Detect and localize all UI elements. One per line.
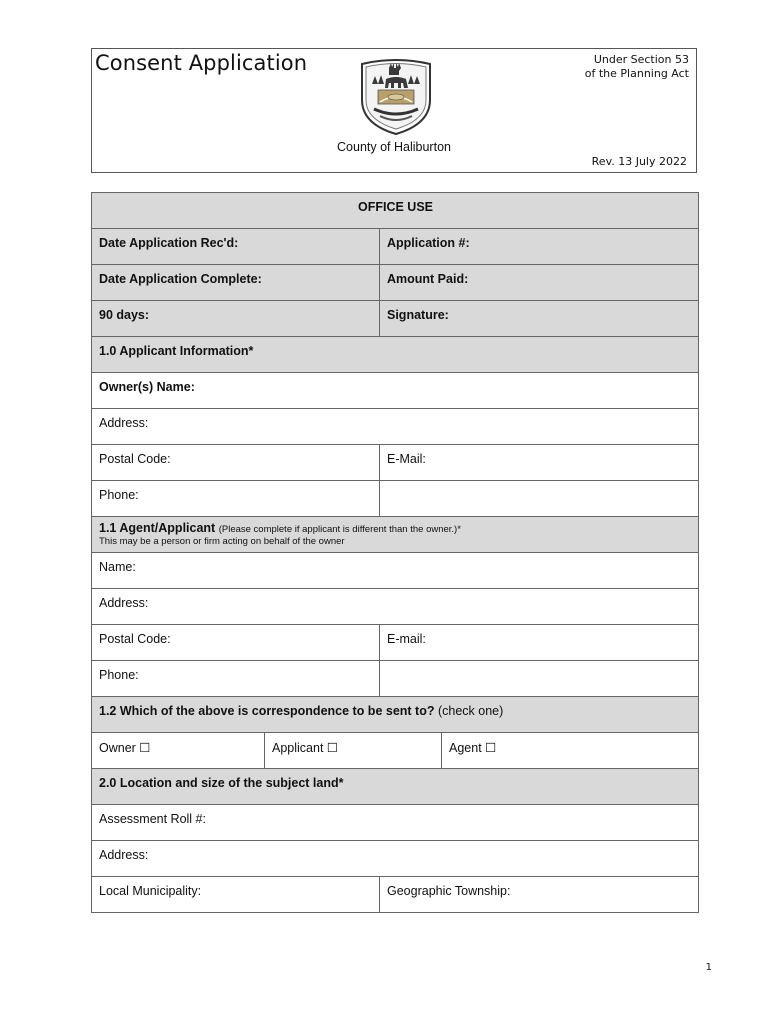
section-line-2: of the Planning Act xyxy=(584,67,689,80)
table-row xyxy=(92,625,699,661)
table-row xyxy=(92,409,699,445)
section-line-1: Under Section 53 xyxy=(593,53,689,66)
table-row xyxy=(92,733,699,769)
applicant-checkbox[interactable]: Applicant ☐ xyxy=(265,733,442,769)
agent-phone-extra-field[interactable] xyxy=(380,661,699,697)
owner-email-field[interactable]: E-Mail: xyxy=(380,445,699,481)
owner-phone-extra-field[interactable] xyxy=(380,481,699,517)
location-address-field[interactable]: Address: xyxy=(92,841,699,877)
applicant-info-heading: 1.0 Applicant Information* xyxy=(92,337,699,373)
signature-field[interactable]: Signature: xyxy=(380,301,699,337)
table-row xyxy=(92,841,699,877)
correspondence-heading-cell xyxy=(92,697,699,733)
owner-name-field[interactable]: Owner(s) Name: xyxy=(92,373,699,409)
section-heading-row xyxy=(92,697,699,733)
planning-act-reference xyxy=(549,53,689,81)
location-heading: 2.0 Location and size of the subject land* xyxy=(92,769,699,805)
agent-email-field[interactable]: E-mail: xyxy=(380,625,699,661)
geographic-township-field[interactable]: Geographic Township: xyxy=(380,877,699,913)
owner-address-field[interactable]: Address: xyxy=(92,409,699,445)
agent-postal-code-field[interactable]: Postal Code: xyxy=(92,625,380,661)
table-row xyxy=(92,301,699,337)
local-municipality-field[interactable]: Local Municipality: xyxy=(92,877,380,913)
agent-heading-note: (Please complete if applicant is different than the owner.)* xyxy=(218,524,461,535)
page-title: Consent Application xyxy=(95,51,308,75)
date-complete-field[interactable]: Date Application Complete: xyxy=(92,265,380,301)
page-number: 1 xyxy=(705,962,712,973)
county-crest-icon xyxy=(356,54,436,136)
table-row xyxy=(92,661,699,697)
office-use-row xyxy=(92,193,699,229)
form-header xyxy=(91,48,697,173)
table-row xyxy=(92,445,699,481)
amount-paid-field[interactable]: Amount Paid: xyxy=(380,265,699,301)
county-name-text: County of Haliburton xyxy=(337,140,451,154)
agent-subnote: This may be a person or firm acting on behalf of the owner xyxy=(99,536,345,547)
section-heading-row xyxy=(92,769,699,805)
table-row xyxy=(92,553,699,589)
application-form-table xyxy=(91,192,699,913)
agent-checkbox[interactable]: Agent ☐ xyxy=(442,733,699,769)
assessment-roll-field[interactable]: Assessment Roll #: xyxy=(92,805,699,841)
owner-postal-code-field[interactable]: Postal Code: xyxy=(92,445,380,481)
agent-phone-field[interactable]: Phone: xyxy=(92,661,380,697)
office-use-heading: OFFICE USE xyxy=(92,193,699,229)
owner-checkbox[interactable]: Owner ☐ xyxy=(92,733,265,769)
correspondence-note: (check one) xyxy=(437,704,504,718)
section-heading-row xyxy=(92,337,699,373)
date-received-field[interactable]: Date Application Rec'd: xyxy=(92,229,380,265)
table-row xyxy=(92,265,699,301)
table-row xyxy=(92,229,699,265)
agent-heading-cell xyxy=(92,517,699,553)
table-row xyxy=(92,877,699,913)
agent-name-field[interactable]: Name: xyxy=(92,553,699,589)
revision-date: Rev. 13 July 2022 xyxy=(591,155,687,168)
owner-phone-field[interactable]: Phone: xyxy=(92,481,380,517)
table-row xyxy=(92,373,699,409)
table-row xyxy=(92,805,699,841)
section-heading-row xyxy=(92,517,699,553)
agent-address-field[interactable]: Address: xyxy=(92,589,699,625)
application-number-field[interactable]: Application #: xyxy=(380,229,699,265)
ninety-days-field[interactable]: 90 days: xyxy=(92,301,380,337)
correspondence-heading: 1.2 Which of the above is correspondence to be sent to? xyxy=(99,704,435,718)
county-name xyxy=(92,140,696,154)
table-row xyxy=(92,481,699,517)
table-row xyxy=(92,589,699,625)
agent-heading: 1.1 Agent/Applicant xyxy=(99,521,216,535)
